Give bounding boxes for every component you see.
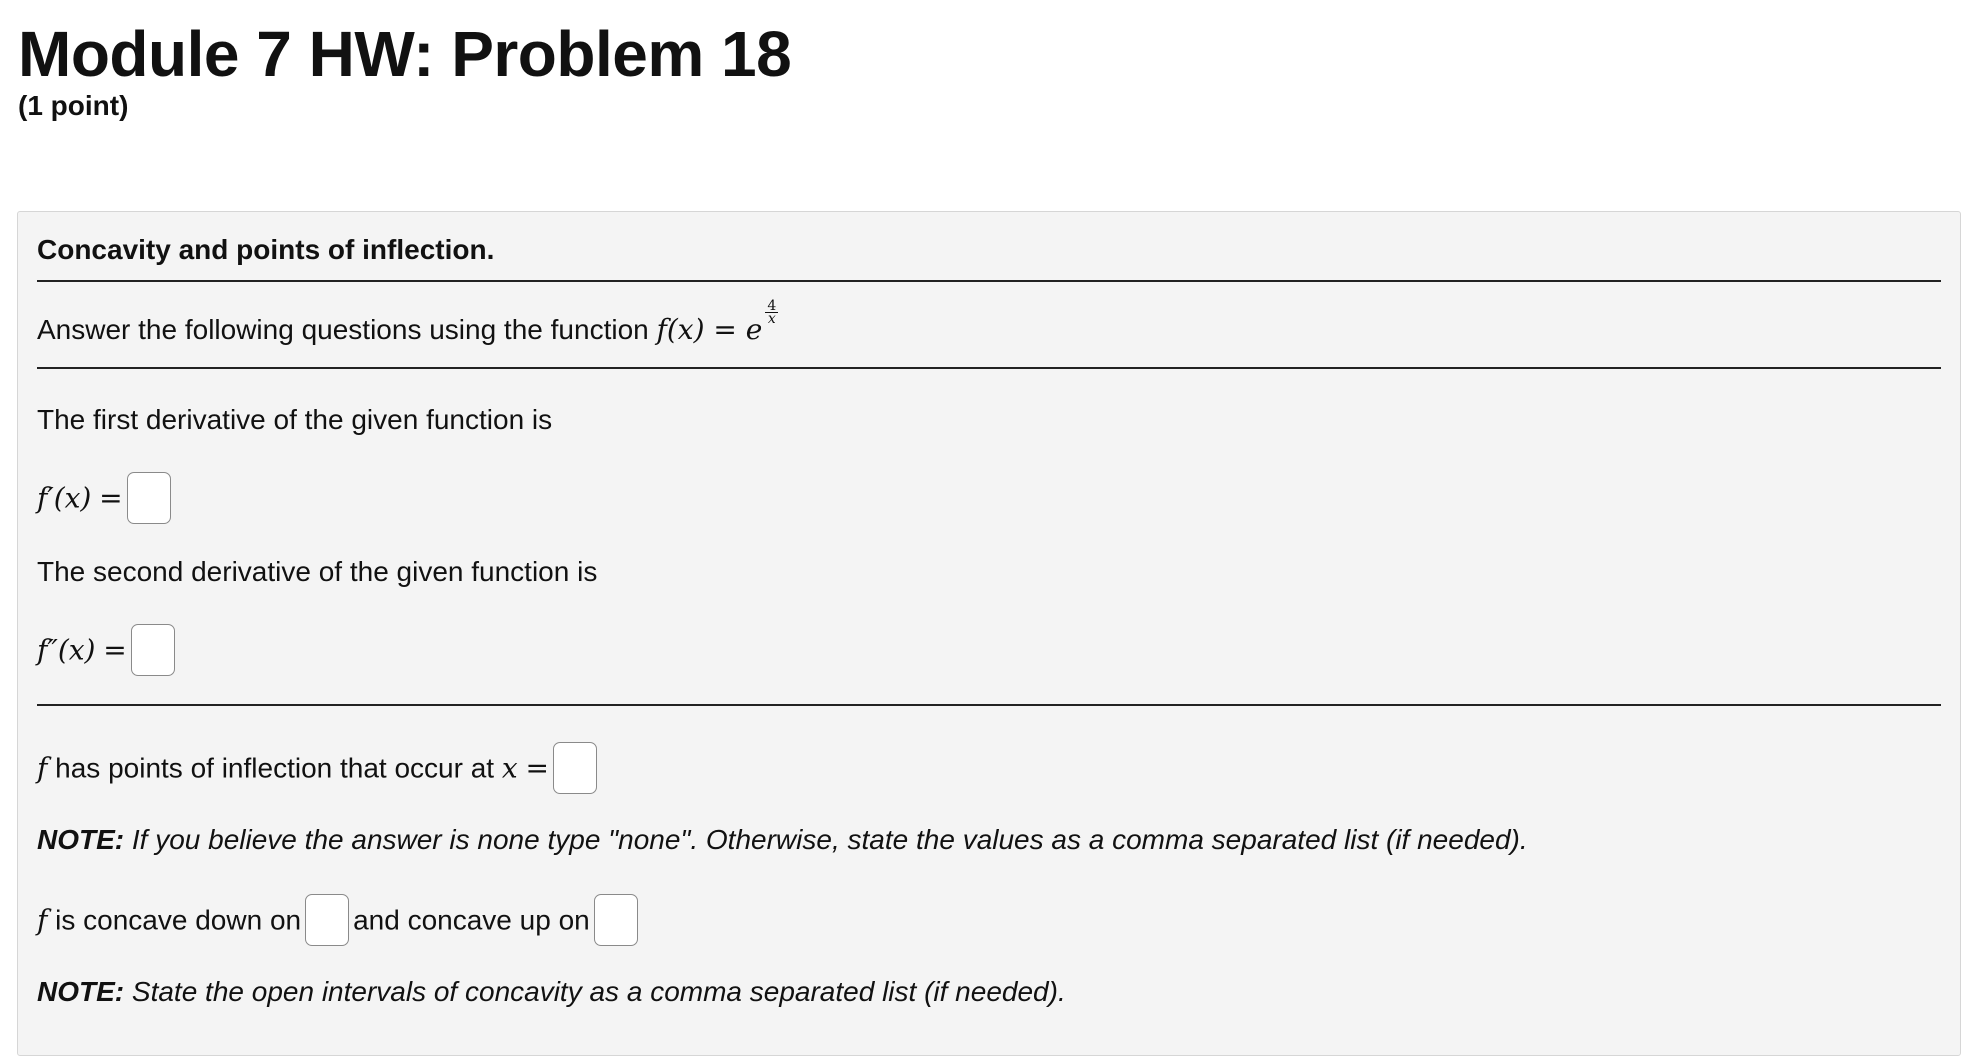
- exponent-numerator: 4: [767, 298, 777, 314]
- second-derivative-answer-input[interactable]: [131, 624, 175, 676]
- inflection-variable: x: [501, 751, 518, 785]
- function-equals: =: [713, 313, 737, 346]
- concavity-row: [37, 896, 642, 948]
- function-lhs: f(x): [656, 313, 705, 346]
- function-statement: [37, 300, 778, 350]
- concavity-f: f: [37, 903, 48, 937]
- equals-sign: =: [525, 751, 549, 785]
- concave-up-answer-input[interactable]: [594, 894, 638, 946]
- page-title: Module 7 HW: Problem 18: [18, 18, 792, 90]
- note-text: If you believe the answer is none type "none". Otherwise, state the values as a comma separated list (if needed).: [131, 824, 1528, 855]
- function-exponent: [765, 300, 778, 325]
- equals-sign: =: [103, 633, 127, 667]
- concave-down-answer-input[interactable]: [305, 894, 349, 946]
- second-derivative-label: f″(x): [37, 633, 96, 667]
- note-label: NOTE:: [37, 976, 125, 1007]
- exponent-denominator: x: [767, 311, 776, 327]
- inflection-row: [37, 744, 601, 796]
- second-derivative-row: [37, 626, 179, 678]
- function-expression: [656, 298, 779, 346]
- note-concavity: [37, 972, 1066, 1012]
- inflection-points-answer-input[interactable]: [553, 742, 597, 794]
- divider: [37, 704, 1941, 706]
- inflection-f: f: [37, 751, 48, 785]
- note-label: NOTE:: [37, 824, 125, 855]
- note-inflection: [37, 820, 1528, 860]
- function-base: e: [745, 313, 763, 346]
- intro-text: Answer the following questions using the function: [37, 314, 649, 345]
- concave-up-text: and concave up on: [353, 904, 590, 936]
- first-derivative-label: f′(x): [37, 481, 92, 515]
- problem-points: (1 point): [18, 90, 129, 121]
- first-derivative-answer-input[interactable]: [127, 472, 171, 524]
- first-derivative-row: [37, 474, 175, 526]
- divider: [37, 280, 1941, 282]
- divider: [37, 367, 1941, 369]
- first-derivative-text: The first derivative of the given function is: [37, 404, 553, 435]
- note-text: State the open intervals of concavity as a comma separated list (if needed).: [131, 976, 1066, 1007]
- inflection-text: has points of inflection that occur at: [55, 752, 495, 784]
- concave-down-text: is concave down on: [55, 904, 302, 936]
- problem-heading: Concavity and points of inflection.: [37, 234, 495, 265]
- second-derivative-text: The second derivative of the given function is: [37, 556, 598, 587]
- equals-sign: =: [99, 481, 123, 515]
